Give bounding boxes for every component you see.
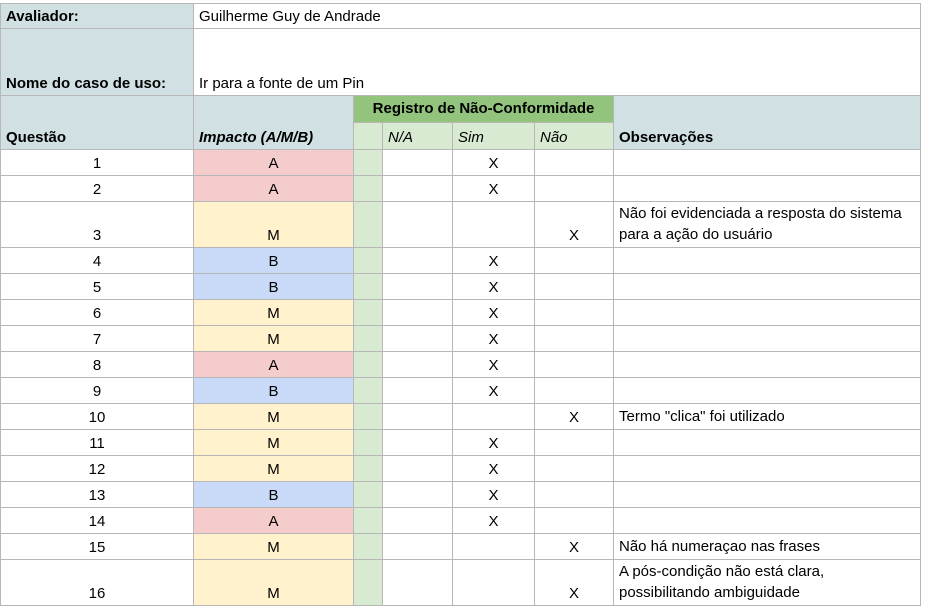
row-10-obs-cell[interactable] <box>614 404 921 430</box>
sim-mark: X <box>488 279 499 296</box>
row-1-question-cell[interactable] <box>0 150 194 176</box>
column-header-sim[interactable] <box>453 123 535 150</box>
row-5-na-cell[interactable] <box>383 274 453 300</box>
observations-header-label: Observações <box>619 129 714 146</box>
row-2-question-cell[interactable] <box>0 176 194 202</box>
sim-mark: X <box>488 181 499 198</box>
row-4-impact-cell[interactable] <box>194 248 354 274</box>
row-10-question-cell[interactable] <box>0 404 194 430</box>
row-2-nao-cell[interactable] <box>535 176 614 202</box>
row-16-impact-cell[interactable] <box>194 560 354 606</box>
row-2-obs-cell[interactable] <box>614 176 921 202</box>
row-6-sim-cell[interactable] <box>453 300 535 326</box>
row-4-spacer-cell[interactable] <box>354 248 383 274</box>
row-3-sim-cell[interactable] <box>453 202 535 248</box>
row-2-spacer-cell[interactable] <box>354 176 383 202</box>
question-number: 11 <box>89 435 105 452</box>
row-13-sim-cell[interactable] <box>453 482 535 508</box>
row-15-spacer-cell[interactable] <box>354 534 383 560</box>
column-header-na[interactable] <box>383 123 453 150</box>
row-5-spacer-cell[interactable] <box>354 274 383 300</box>
row-9-spacer-cell[interactable] <box>354 378 383 404</box>
row-14-sim-cell[interactable] <box>453 508 535 534</box>
row-8-impact-cell[interactable] <box>194 352 354 378</box>
sim-mark: X <box>488 305 499 322</box>
row-16-sim-cell[interactable] <box>453 560 535 606</box>
nao-mark: X <box>568 409 579 426</box>
row-9-question-cell[interactable] <box>0 378 194 404</box>
na-header-label: N/A <box>388 129 414 146</box>
impact-value: A <box>268 155 279 172</box>
row-16-question-cell[interactable] <box>0 560 194 606</box>
question-number: 12 <box>88 461 106 478</box>
evaluator-value-cell[interactable] <box>194 3 921 29</box>
row-13-question-cell[interactable] <box>0 482 194 508</box>
question-header-label: Questão <box>6 129 67 146</box>
question-number: 2 <box>92 181 102 198</box>
row-7-na-cell[interactable] <box>383 326 453 352</box>
question-number: 8 <box>92 357 102 374</box>
row-7-spacer-cell[interactable] <box>354 326 383 352</box>
row-16-na-cell[interactable] <box>383 560 453 606</box>
nao-mark: X <box>568 227 579 244</box>
question-number: 14 <box>88 513 106 530</box>
row-2-sim-cell[interactable] <box>453 176 535 202</box>
row-14-question-cell[interactable] <box>0 508 194 534</box>
row-1-nao-cell[interactable] <box>535 150 614 176</box>
row-12-spacer-cell[interactable] <box>354 456 383 482</box>
row-8-sim-cell[interactable] <box>453 352 535 378</box>
question-number: 3 <box>92 227 102 244</box>
row-13-nao-cell[interactable] <box>535 482 614 508</box>
row-3-impact-cell[interactable] <box>194 202 354 248</box>
row-15-sim-cell[interactable] <box>453 534 535 560</box>
row-8-question-cell[interactable] <box>0 352 194 378</box>
row-6-question-cell[interactable] <box>0 300 194 326</box>
evaluator-label-cell[interactable] <box>0 3 194 29</box>
row-8-obs-cell[interactable] <box>614 352 921 378</box>
row-15-obs-cell[interactable] <box>614 534 921 560</box>
row-11-na-cell[interactable] <box>383 430 453 456</box>
nonconformity-group-header[interactable] <box>354 96 614 123</box>
row-3-obs-cell[interactable] <box>614 202 921 248</box>
row-8-nao-cell[interactable] <box>535 352 614 378</box>
row-3-na-cell[interactable] <box>383 202 453 248</box>
row-12-sim-cell[interactable] <box>453 456 535 482</box>
row-7-sim-cell[interactable] <box>453 326 535 352</box>
use-case-label-cell[interactable] <box>0 29 194 96</box>
impact-value: M <box>267 305 280 322</box>
sim-mark: X <box>488 331 499 348</box>
sim-mark: X <box>488 461 499 478</box>
nonconformity-spacer-header[interactable] <box>354 123 383 150</box>
question-number: 6 <box>92 305 102 322</box>
sim-mark: X <box>488 513 499 530</box>
row-9-nao-cell[interactable] <box>535 378 614 404</box>
row-6-nao-cell[interactable] <box>535 300 614 326</box>
question-number: 5 <box>92 279 102 296</box>
row-8-na-cell[interactable] <box>383 352 453 378</box>
column-header-question[interactable] <box>0 96 194 150</box>
row-2-na-cell[interactable] <box>383 176 453 202</box>
row-1-spacer-cell[interactable] <box>354 150 383 176</box>
observation-text: Não há numeraçao nas frases <box>619 538 820 555</box>
nao-mark: X <box>568 539 579 556</box>
sim-mark: X <box>488 487 499 504</box>
row-11-obs-cell[interactable] <box>614 430 921 456</box>
row-9-impact-cell[interactable] <box>194 378 354 404</box>
row-11-question-cell[interactable] <box>0 430 194 456</box>
sim-mark: X <box>488 435 499 452</box>
row-14-obs-cell[interactable] <box>614 508 921 534</box>
question-number: 4 <box>92 253 102 270</box>
row-16-spacer-cell[interactable] <box>354 560 383 606</box>
impact-value: A <box>268 513 279 530</box>
impact-value: M <box>267 585 280 602</box>
nonconformity-group-label: Registro de Não-Conformidade <box>372 100 595 117</box>
impact-value: M <box>267 435 280 452</box>
row-6-obs-cell[interactable] <box>614 300 921 326</box>
row-6-na-cell[interactable] <box>383 300 453 326</box>
row-10-sim-cell[interactable] <box>453 404 535 430</box>
row-3-question-cell[interactable] <box>0 202 194 248</box>
nao-header-label: Não <box>540 129 568 146</box>
row-11-spacer-cell[interactable] <box>354 430 383 456</box>
row-1-impact-cell[interactable] <box>194 150 354 176</box>
sim-mark: X <box>488 253 499 270</box>
use-case-label: Nome do caso de uso: <box>6 75 167 92</box>
row-4-question-cell[interactable] <box>0 248 194 274</box>
row-14-na-cell[interactable] <box>383 508 453 534</box>
row-1-sim-cell[interactable] <box>453 150 535 176</box>
row-14-nao-cell[interactable] <box>535 508 614 534</box>
row-5-impact-cell[interactable] <box>194 274 354 300</box>
row-7-nao-cell[interactable] <box>535 326 614 352</box>
row-8-spacer-cell[interactable] <box>354 352 383 378</box>
row-12-obs-cell[interactable] <box>614 456 921 482</box>
row-2-impact-cell[interactable] <box>194 176 354 202</box>
row-5-sim-cell[interactable] <box>453 274 535 300</box>
impact-value: M <box>267 227 280 244</box>
row-16-nao-cell[interactable] <box>535 560 614 606</box>
row-13-impact-cell[interactable] <box>194 482 354 508</box>
question-number: 16 <box>88 585 106 602</box>
row-4-nao-cell[interactable] <box>535 248 614 274</box>
row-12-impact-cell[interactable] <box>194 456 354 482</box>
row-12-question-cell[interactable] <box>0 456 194 482</box>
row-9-sim-cell[interactable] <box>453 378 535 404</box>
impact-header-label: Impacto (A/M/B) <box>199 129 314 146</box>
row-12-nao-cell[interactable] <box>535 456 614 482</box>
sim-mark: X <box>488 155 499 172</box>
evaluator-value: Guilherme Guy de Andrade <box>199 8 381 25</box>
question-number: 15 <box>88 539 106 556</box>
question-number: 10 <box>88 409 106 426</box>
row-5-question-cell[interactable] <box>0 274 194 300</box>
row-12-na-cell[interactable] <box>383 456 453 482</box>
sim-mark: X <box>488 383 499 400</box>
row-14-spacer-cell[interactable] <box>354 508 383 534</box>
row-10-impact-cell[interactable] <box>194 404 354 430</box>
row-5-nao-cell[interactable] <box>535 274 614 300</box>
use-case-value: Ir para a fonte de um Pin <box>199 75 365 92</box>
sim-header-label: Sim <box>458 129 484 146</box>
nao-mark: X <box>568 585 579 602</box>
observation-text: A pós-condição não está clara, possibilitando ambiguidade <box>619 563 825 601</box>
impact-value: M <box>267 331 280 348</box>
row-10-nao-cell[interactable] <box>535 404 614 430</box>
row-11-nao-cell[interactable] <box>535 430 614 456</box>
row-4-na-cell[interactable] <box>383 248 453 274</box>
row-15-nao-cell[interactable] <box>535 534 614 560</box>
row-11-impact-cell[interactable] <box>194 430 354 456</box>
impact-value: M <box>267 539 280 556</box>
row-4-obs-cell[interactable] <box>614 248 921 274</box>
impact-value: M <box>267 461 280 478</box>
impact-value: M <box>267 409 280 426</box>
column-header-nao[interactable] <box>535 123 614 150</box>
row-6-impact-cell[interactable] <box>194 300 354 326</box>
row-7-obs-cell[interactable] <box>614 326 921 352</box>
row-3-spacer-cell[interactable] <box>354 202 383 248</box>
question-number: 9 <box>92 383 102 400</box>
impact-value: A <box>268 357 279 374</box>
column-header-observations[interactable] <box>614 96 921 150</box>
row-1-na-cell[interactable] <box>383 150 453 176</box>
row-13-na-cell[interactable] <box>383 482 453 508</box>
row-10-spacer-cell[interactable] <box>354 404 383 430</box>
row-10-na-cell[interactable] <box>383 404 453 430</box>
question-number: 13 <box>88 487 106 504</box>
row-13-spacer-cell[interactable] <box>354 482 383 508</box>
question-number: 1 <box>92 155 102 172</box>
row-3-nao-cell[interactable] <box>535 202 614 248</box>
row-1-obs-cell[interactable] <box>614 150 921 176</box>
sim-mark: X <box>488 357 499 374</box>
row-14-impact-cell[interactable] <box>194 508 354 534</box>
row-4-sim-cell[interactable] <box>453 248 535 274</box>
row-6-spacer-cell[interactable] <box>354 300 383 326</box>
row-5-obs-cell[interactable] <box>614 274 921 300</box>
row-11-sim-cell[interactable] <box>453 430 535 456</box>
use-case-value-cell[interactable] <box>194 29 921 96</box>
observation-text: Termo "clica" foi utilizado <box>619 408 785 425</box>
question-number: 7 <box>92 331 102 348</box>
row-7-question-cell[interactable] <box>0 326 194 352</box>
impact-value: B <box>268 253 279 270</box>
observation-text: Não foi evidenciada a resposta do sistema para a ação do usuário <box>619 205 902 243</box>
row-15-na-cell[interactable] <box>383 534 453 560</box>
column-header-impact[interactable] <box>194 96 354 150</box>
row-15-question-cell[interactable] <box>0 534 194 560</box>
impact-value: B <box>268 279 279 296</box>
impact-value: A <box>268 181 279 198</box>
row-13-obs-cell[interactable] <box>614 482 921 508</box>
row-16-obs-cell[interactable] <box>614 560 921 606</box>
row-9-na-cell[interactable] <box>383 378 453 404</box>
row-9-obs-cell[interactable] <box>614 378 921 404</box>
row-7-impact-cell[interactable] <box>194 326 354 352</box>
row-15-impact-cell[interactable] <box>194 534 354 560</box>
evaluator-label: Avaliador: <box>6 8 79 25</box>
impact-value: B <box>268 383 279 400</box>
impact-value: B <box>268 487 279 504</box>
